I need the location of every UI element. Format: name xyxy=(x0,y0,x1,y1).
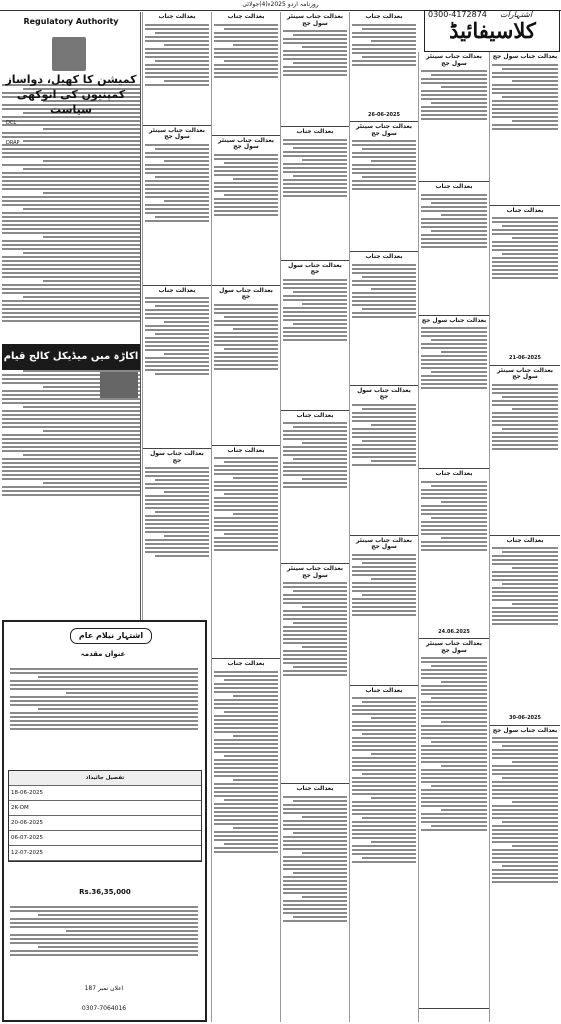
notice-table-row: 20-06-2025 xyxy=(9,816,201,831)
ad-heading: بعدالت جناب سینئر سول جج xyxy=(287,13,343,27)
ad-heading: بعدالت جناب xyxy=(435,470,473,477)
ad-heading: بعدالت جناب سول جج xyxy=(492,726,558,734)
ad-heading: بعدالت جناب سینئر سول جج xyxy=(149,126,205,140)
ad-heading: بعدالت جناب xyxy=(506,206,544,214)
ad-heading: بعدالت جناب سول جج xyxy=(288,261,342,275)
ad-heading: بعدالت جناب xyxy=(435,183,473,190)
ad-heading: بعدالت جناب سول جج xyxy=(150,450,204,464)
ad-heading: بعدالت جناب xyxy=(227,660,265,667)
ads-column-1 xyxy=(142,12,211,620)
ad-heading: بعدالت جناب xyxy=(365,253,403,260)
author-photo-2 xyxy=(100,372,138,398)
ad-heading: بعدالت جناب سول جج xyxy=(219,286,273,300)
section-tag: اشتہارات xyxy=(500,10,533,19)
ad-heading: بعدالت جناب سینئر سول جج xyxy=(426,640,482,654)
top-date-strip: روزنامہ اردو 2025ء(4)جولائی xyxy=(0,0,561,11)
ad-heading: بعدالت جناب سینئر سول جج xyxy=(497,366,553,380)
ad-date: 24.06.2025 xyxy=(438,628,470,635)
ad-date: 21-06-2025 xyxy=(509,355,541,361)
second-headline: اکاڑہ میں میڈیکل کالج قیام xyxy=(2,344,140,370)
ad-heading: بعدالت جناب xyxy=(365,686,403,694)
author-tag: Regulatory Authority xyxy=(23,17,119,26)
author-photo xyxy=(52,37,86,71)
ad-heading: بعدالت جناب xyxy=(506,536,544,544)
inline-tag-drap: DRAP xyxy=(6,140,20,146)
ad-heading: بعدالت جناب سینئر سول جج xyxy=(356,123,412,137)
ad-heading: بعدالت جناب xyxy=(365,13,403,20)
notice-table-row: 12-07-2025 xyxy=(9,846,201,861)
ads-column-2 xyxy=(211,12,280,1022)
ads-column-4 xyxy=(349,12,418,1022)
ad-heading: بعدالت جناب سول جج xyxy=(357,386,411,400)
notice-title: اشتہار نیلام عام xyxy=(70,628,152,644)
ad-heading: بعدالت جناب سول جج xyxy=(492,53,558,60)
ad-heading: بعدالت جناب سینئر سول جج xyxy=(356,536,412,550)
ad-heading: بعدالت جناب xyxy=(158,13,196,20)
inline-tag-dcl: DCL xyxy=(6,120,17,126)
notice-table-header: تفصیل جائیداد xyxy=(9,771,201,786)
ads-column-6 xyxy=(489,52,560,1022)
ad-heading: بعدالت جناب xyxy=(296,411,334,419)
ad-heading: بعدالت جناب xyxy=(296,128,334,135)
ad-heading: بعدالت جناب سینئر سول جج xyxy=(218,136,274,150)
notice-body xyxy=(10,666,198,766)
ad-heading: بعدالت جناب xyxy=(158,286,196,294)
notice-table-row: 18-06-2025 xyxy=(9,786,201,801)
ad-heading: بعدالت جناب سینئر سول جج xyxy=(287,565,343,579)
ads-column-5 xyxy=(418,52,489,1022)
section-title: کلاسیفائیڈ xyxy=(449,18,536,43)
notice-terms xyxy=(10,904,198,980)
header-phone: 0300-4172874 xyxy=(428,10,487,19)
ad-heading: بعدالت جناب xyxy=(227,446,265,454)
ad-date: 26-06-2025 xyxy=(368,111,400,118)
ad-heading: بعدالت جناب سول جج xyxy=(421,316,487,324)
ad-date: 30-06-2025 xyxy=(509,715,541,721)
ad-heading: بعدالت جناب xyxy=(227,13,265,20)
notice-table-row: 06-07-2025 xyxy=(9,831,201,846)
article-headline: کمیشن کا کھیل، دواساز کمپنیوں کی انوکھی سیاست xyxy=(5,73,137,116)
notice-subtitle: عنوان مقدمہ xyxy=(80,650,126,658)
notice-table xyxy=(8,770,202,862)
notice-footer: اعلان نمبر 187 xyxy=(84,985,124,992)
ad-heading: بعدالت جناب سینئر سول جج xyxy=(426,53,482,67)
notice-table-row: 2K-OM xyxy=(9,801,201,816)
ads-column-3 xyxy=(280,12,349,1022)
ad-heading: بعدالت جناب xyxy=(296,785,334,792)
notice-price: Rs.36,35,000 xyxy=(79,888,131,896)
notice-phone: 0307-7064016 xyxy=(81,1005,127,1012)
